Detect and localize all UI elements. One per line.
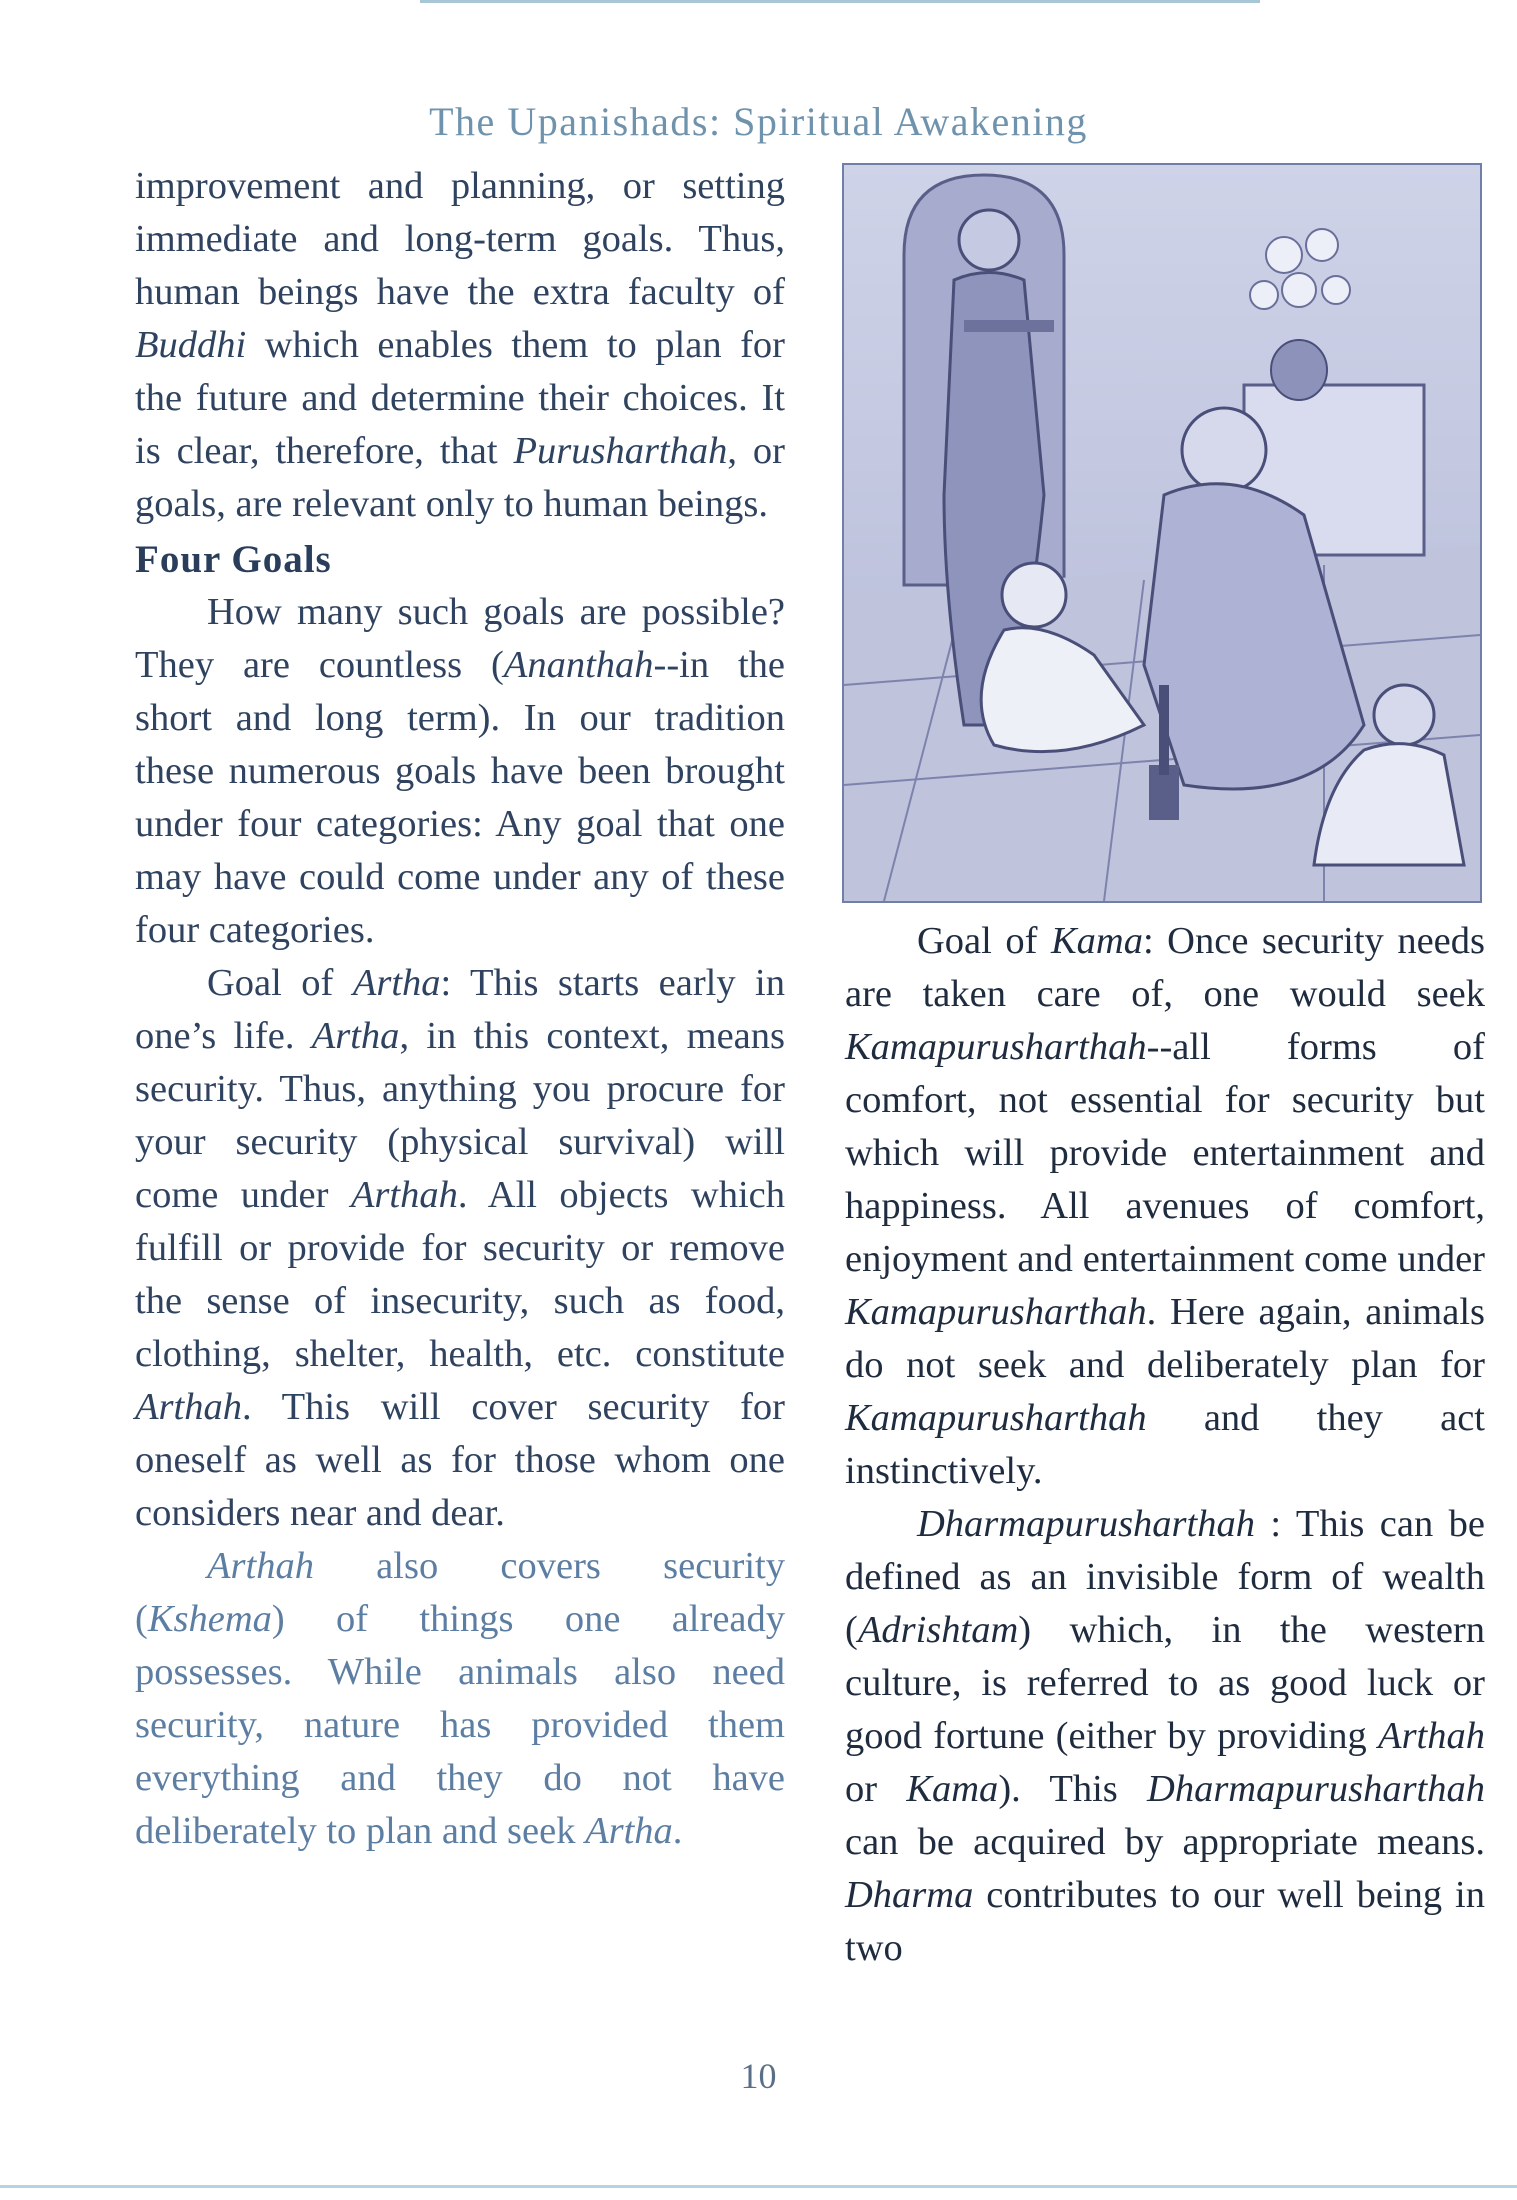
paragraph-goal-of-artha: Goal of Artha: This starts early in one’s life. Artha, in this context, means security. Thus, anything you procure for your security (physical survival) will come under Arthah. All objects which fulfill or provide for security or remove the sense of insecurity, such as food, clothing, shelter, health, etc. constitute Arthah. This will cover security for oneself as well as for those whom one considers near and dear. — [135, 962, 785, 1534]
paragraph-how-many-goals: How many such goals are possible? They are countless (Ananthah--in the short and long term). In our tradition these numerous goals have been brought under four categories: Any goal that one may have could come under any of these four categories. — [135, 591, 785, 951]
left-text-column — [135, 160, 785, 1858]
paragraph-goal-of-kama: Goal of Kama: Once security needs are taken care of, one would seek Kamapurusharthah--all forms of comfort, not essential for security but which will provide entertainment and happiness. All avenues of comfort, enjoyment and entertainment come under Kamapurusharthah. Here again, animals do not seek and deliberately plan for Kamapurusharthah and they act instinctively. — [845, 920, 1485, 1492]
page-number: 10 — [740, 2056, 777, 2096]
paragraph-buddhi: improvement and planning, or setting immediate and long-term goals. Thus, human beings have the extra faculty of Buddhi which enables them to plan for the future and determine their choices. It is clear, therefore, that Purusharthah, or goals, are relevant only to human beings. — [135, 165, 785, 525]
paragraph-dharmapurusharthah: Dharmapurusharthah : This can be defined as an invisible form of wealth (Adrishtam) which, in the western culture, is referred to as good luck or good fortune (either by providing Arthah or Kama). This Dharmapurusharthah can be acquired by appropriate means. Dharma contributes to our well being in two — [845, 1503, 1485, 1969]
running-header: The Upanishads: Spiritual Awakening — [429, 99, 1088, 144]
right-text-column — [845, 915, 1485, 1975]
paragraph-arthah-kshema: Arthah also covers security (Kshema) of things one already possesses. While animals also need security, nature has provided them everything and they do not have deliberately to plan and seek Artha. — [135, 1545, 785, 1852]
section-heading-four-goals: Four Goals — [135, 538, 332, 581]
bottom-border-rule — [0, 2185, 1517, 2188]
illustration-grandmother-children — [842, 163, 1482, 903]
top-border-rule — [420, 0, 1260, 3]
illustration-drawing — [844, 165, 1480, 901]
